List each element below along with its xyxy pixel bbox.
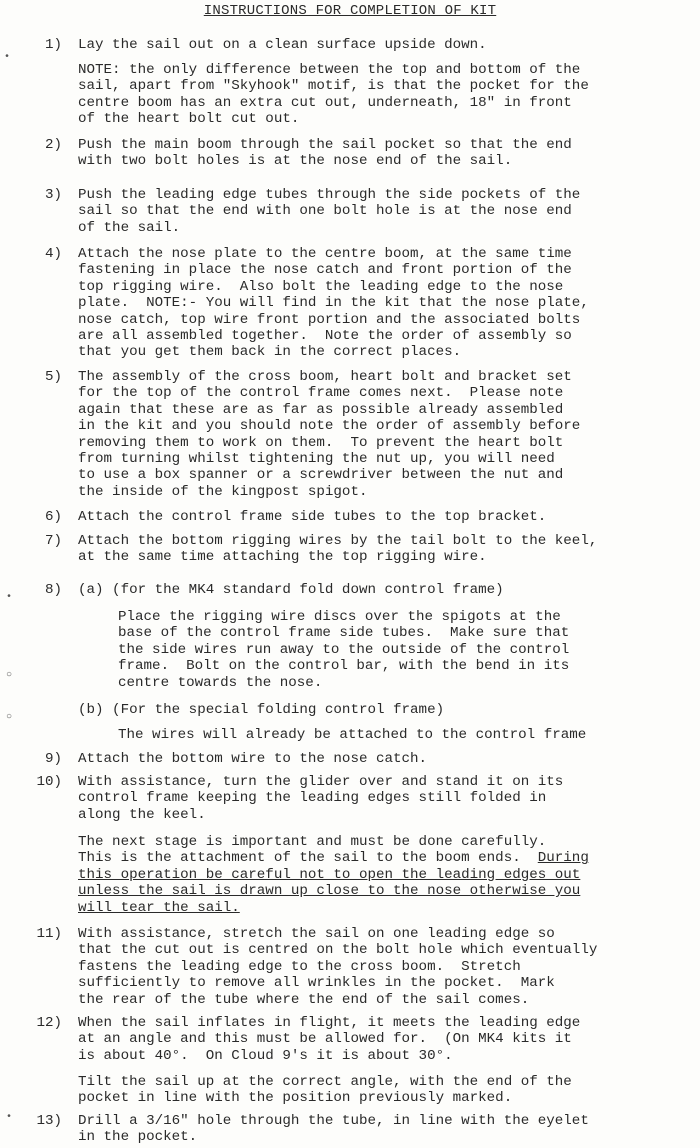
step-text: Attach the nose plate to the centre boom, at the same time fastening in place the nose catch and front portion of the top rigging wire. Also bolt the leading edge to the nose plate. NOTE:- You will find in the kit that the nose plate, nose catch, top wire front portion and the associated bolts are all assembled together. Note the order of assembly so that you get them back in the correct places. (78, 246, 589, 361)
margin-dot: ○ (6, 670, 13, 681)
step-number: 11) (36, 926, 62, 942)
step-text: The assembly of the cross boom, heart bolt and bracket set for the top of the control frame comes next. Please note again that these are as far as possible already assembled in the kit and you should note the order of assembly before removing them to work on them. To prevent the heart bolt from turning whilst tightening the nut up, you will need to use a box spanner or a screwdriver between the nut and the inside of the kingpost spigot. (78, 369, 581, 500)
margin-dot: ○ (6, 712, 13, 723)
margin-dot: • (6, 592, 13, 603)
step-text: Lay the sail out on a clean surface upside down. (78, 37, 487, 53)
step-number: 10) (36, 774, 62, 790)
step-number: 4) (44, 246, 62, 262)
step-text: (a) (for the MK4 standard fold down control frame) (78, 582, 504, 598)
step-number: 9) (44, 751, 62, 767)
step-number: 2) (44, 137, 62, 153)
note-text: NOTE: the only difference between the top and bottom of the sail, apart from "Skyhook" motif, is that the pocket for the centre boom has an extra cut out, underneath, 18" in front of the heart bolt cut out. (78, 62, 589, 128)
step-text: Attach the bottom rigging wires by the tail bolt to the keel, at the same time attaching the top rigging wire. (78, 533, 598, 566)
margin-dot: • (4, 52, 11, 63)
step-number: 5) (44, 369, 62, 385)
step-text: Tilt the sail up at the correct angle, with the end of the pocket in line with the position previously marked. (78, 1074, 572, 1107)
step-text: With assistance, stretch the sail on one leading edge so that the cut out is centred on the bolt hole which eventually fastens the leading edge to the cross boom. Stretch sufficiently to remove all wrinkles in the pocket. Mark the rear of the tube where the end of the sail comes. (78, 926, 598, 1008)
step-number: 6) (44, 509, 62, 525)
page-title: INSTRUCTIONS FOR COMPLETION OF KIT (203, 3, 497, 19)
step-number: 3) (44, 187, 62, 203)
step-text: Push the leading edge tubes through the side pockets of the sail so that the end with one bolt hole is at the nose end of the sail. (78, 187, 581, 236)
step-number: 12) (36, 1015, 62, 1031)
step-text: The wires will already be attached to the control frame (118, 727, 587, 743)
step-text: Place the rigging wire discs over the spigots at the base of the control frame side tubes. Make sure that the side wires run away to the outside of the control frame. Bolt on the control bar, with the bend in its centre towards the nose. (118, 609, 570, 691)
margin-dot: • (6, 1112, 13, 1123)
step-number: 8) (44, 582, 62, 598)
step-text: Drill a 3/16" hole through the tube, in line with the eyelet in the pocket. (78, 1113, 589, 1146)
step-text: Push the main boom through the sail pocket so that the end with two bolt holes is at the nose end of the sail. (78, 137, 572, 170)
step-text: Attach the control frame side tubes to the top bracket. (78, 509, 547, 525)
step-text: Attach the bottom wire to the nose catch. (78, 751, 428, 767)
warning-underlined-text: During this operation be careful not to open the leading edges out unless the sail is drawn up close to the nose otherwise you will tear the sail. (78, 850, 589, 916)
step-number: 7) (44, 533, 62, 549)
step-text: With assistance, turn the glider over and stand it on its control frame keeping the leading edges still folded in along the keel. (78, 774, 564, 823)
step-text: (b) (For the special folding control frame) (78, 702, 445, 718)
step-text: When the sail inflates in flight, it meets the leading edge at an angle and this must be allowed for. (On MK4 kits it is about 40°. On Cloud 9's it is about 30°. (78, 1015, 581, 1064)
step-number: 1) (44, 37, 62, 53)
step-number: 13) (36, 1113, 62, 1129)
warning-text: The next stage is important and must be done carefully. This is the attachment of the sail to the boom ends. (78, 834, 547, 867)
